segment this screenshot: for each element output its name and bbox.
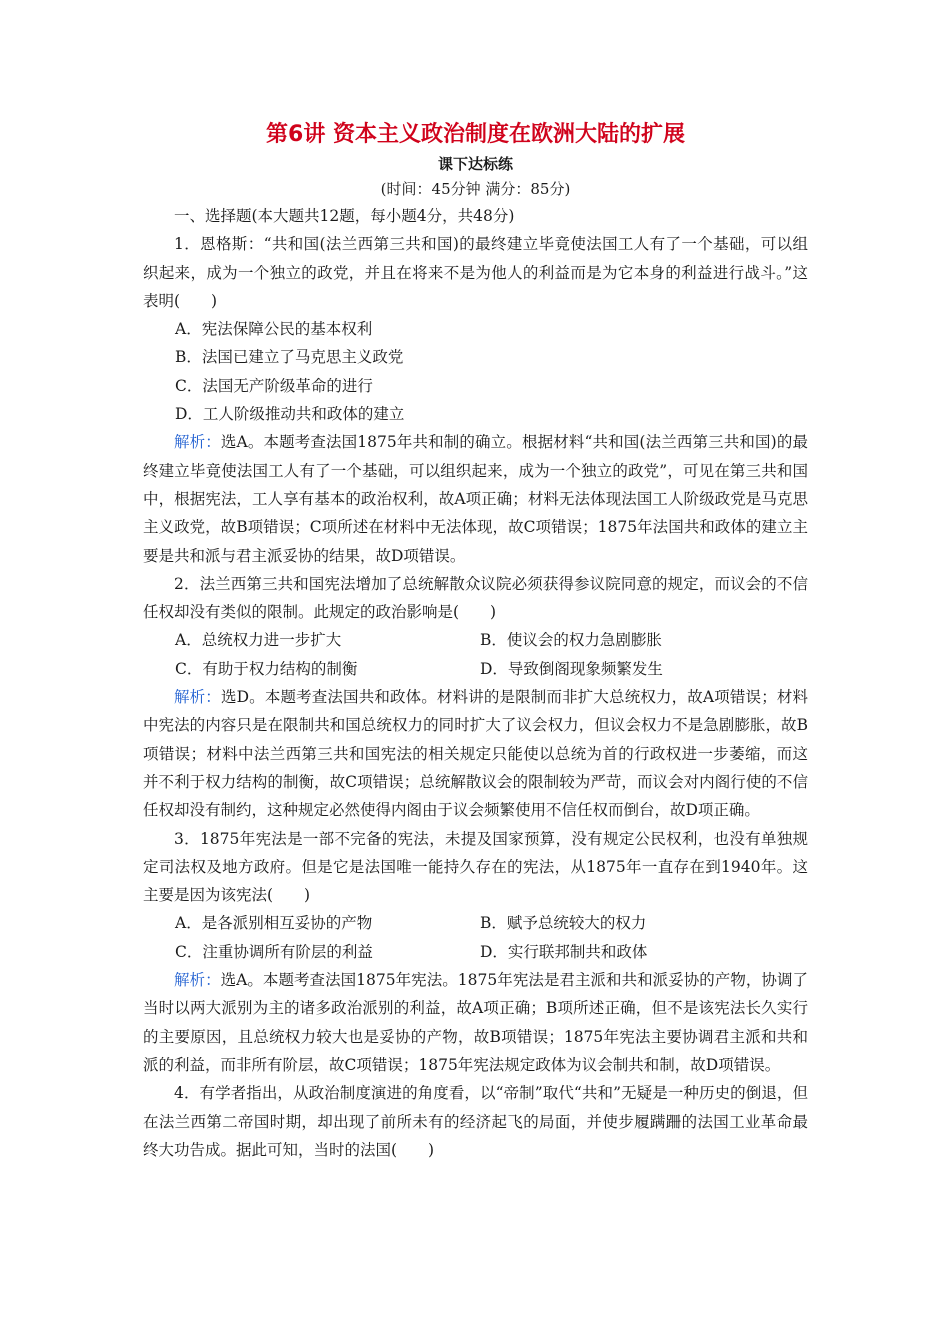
option-c: C．注重协调所有阶层的利益: [175, 942, 373, 961]
option-b: B．赋予总统较大的权力: [480, 914, 647, 933]
analysis-text: 选D。本题考查法国共和政体。材料讲的是限制而非扩大总统权力，故A项错误；材料中宪法的内容只是在限制共和国总统权力的同时扩大了议会权力，但议会权力不是急剧膨胀，故B项错误；材料中法兰西第三共和国宪法的相关规定只能使以总统为首的行政权进一步萎缩，而这并不利于权力结构的制衡，故C项错误；总统解散议会的限制较为严苛，而议会对内阁行使的不信任权却没有制约，这种规定必然使得内阁由于议会频繁使用不信任权而倒台，故D项正确。: [143, 688, 808, 820]
analysis-text: 选A。本题考查法国1875年共和制的确立。根据材料“共和国(法兰西第三共和国)的最终建立毕竟使法国工人有了一个基础，可以组织起来，成为一个独立的政党”，可见在第三共和国中，根据宪法，工人享有基本的政治权利，故A项正确；材料无法体现法国工人阶级政党是马克思主义政党，故B项错误；C项所述在材料中无法体现，故C项错误；1875年法国共和政体的建立主要是共和派与君主派妥协的结果，故D项错误。: [143, 433, 808, 565]
analysis-label: 解析：: [174, 433, 221, 452]
question-stem: 2．法兰西第三共和国宪法增加了总统解散众议院必须获得参议院同意的规定，而议会的不信任权却没有类似的限制。此规定的政治影响是( ): [143, 574, 808, 622]
question-2: [143, 570, 808, 825]
option-d: D．实行联邦制共和政体: [480, 942, 648, 961]
document-page: [143, 118, 808, 1164]
analysis-label: 解析：: [174, 688, 221, 707]
question-stem: 4．有学者指出，从政治制度演进的角度看，以“帝制”取代“共和”无疑是一种历史的倒退，但在法兰西第二帝国时期，却出现了前所未有的经济起飞的局面，并使步履蹒跚的法国工业革命最终大功告成。据此可知，当时的法国( ): [143, 1084, 808, 1159]
question-stem: 1．恩格斯：“共和国(法兰西第三共和国)的最终建立毕竟使法国工人有了一个基础，可以组织起来，成为一个独立的政党，并且在将来不是为他人的利益而是为它本身的利益进行战斗。”这表明( ): [143, 235, 808, 310]
options-row: [143, 909, 808, 937]
page-title: 第6讲 资本主义政治制度在欧洲大陆的扩展: [266, 122, 685, 147]
options-row: [143, 938, 808, 966]
analysis: [143, 683, 808, 824]
analysis: [143, 428, 808, 569]
section-heading: 一、选择题(本大题共12题，每小题4分，共48分): [174, 207, 515, 225]
question-4: [143, 1079, 808, 1164]
option-b: B．法国已建立了马克思主义政党: [175, 348, 404, 367]
question-3: [143, 825, 808, 1080]
analysis-label: 解析：: [174, 971, 221, 990]
analysis-text: 选A。本题考查法国1875年宪法。1875年宪法是君主派和共和派妥协的产物，协调了当时以两大派别为主的诸多政治派别的利益，故A项正确；B项所述正确，但不是该宪法长久实行的主要原因，且总统权力较大也是妥协的产物，故B项错误；1875年宪法主要协调君主派和共和派的利益，而非所有阶层，故C项错误；1875年宪法规定政体为议会制共和制，故D项错误。: [143, 971, 808, 1074]
option-a: A．宪法保障公民的基本权利: [175, 320, 373, 339]
option-c: C．有助于权力结构的制衡: [175, 659, 358, 678]
option-d: D．导致倒阁现象频繁发生: [480, 659, 663, 678]
option-b: B．使议会的权力急剧膨胀: [480, 631, 662, 650]
option-d: D．工人阶级推动共和政体的建立: [175, 405, 405, 424]
question-1: [143, 230, 808, 570]
page-subtitle: 课下达标练: [437, 155, 513, 173]
option-a: A．是各派别相互妥协的产物: [175, 914, 373, 933]
options-row: [143, 655, 808, 683]
question-stem: 3．1875年宪法是一部不完备的宪法，未提及国家预算，没有规定公民权利，也没有单独规定司法权及地方政府。但是它是法国唯一能持久存在的宪法，从1875年一直存在到1940年。这主要是因为该宪法( ): [143, 829, 808, 905]
time-score-info: (时间：45分钟 满分：85分): [380, 180, 571, 198]
analysis: [143, 966, 808, 1079]
options-row: [143, 626, 808, 654]
option-a: A．总统权力进一步扩大: [175, 631, 342, 650]
option-c: C．法国无产阶级革命的进行: [175, 376, 373, 395]
